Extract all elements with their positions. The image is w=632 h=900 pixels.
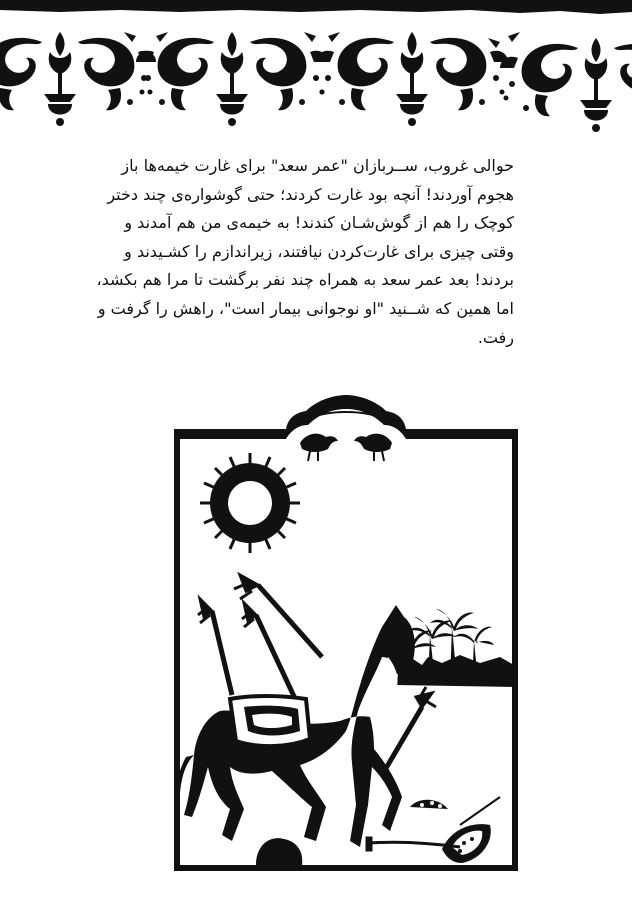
bird-icon	[300, 434, 392, 461]
story-line-4: وقتی چیزی برای غارت‌کردن نیافتند، زیراندازم را کشـیدند و	[124, 241, 514, 261]
ornamental-border	[0, 22, 632, 137]
story-line-6: اما همین که شــنید "او نوجوانی بیمار است"، راهش را گرفت و	[97, 298, 514, 318]
story-line-3: کوچک را هم از گوش‌شـان کندند! به خیمه‌ی من هم آمدند و	[124, 213, 514, 233]
horse-icon	[177, 605, 415, 847]
story-line-7: رفت.	[477, 327, 514, 347]
sun-icon	[200, 453, 300, 553]
story-paragraph	[96, 152, 514, 352]
story-illustration	[160, 395, 532, 875]
story-line-2: هجوم آوردند! آنچه بود غارت کردند؛ حتی گوشواره‌ی چند دختر	[107, 184, 514, 204]
shield-icon	[410, 800, 491, 863]
helmet-icon	[256, 838, 302, 865]
story-line-1: حوالی غروب، ســربازان "عمر سعد" برای غارت خیمه‌ها باز	[121, 156, 514, 175]
page-top-border	[0, 0, 632, 18]
story-line-5: بردند! بعد عمر سعد به همراه چند نفر برگشت تا مرا هم بکشد،	[96, 270, 514, 290]
